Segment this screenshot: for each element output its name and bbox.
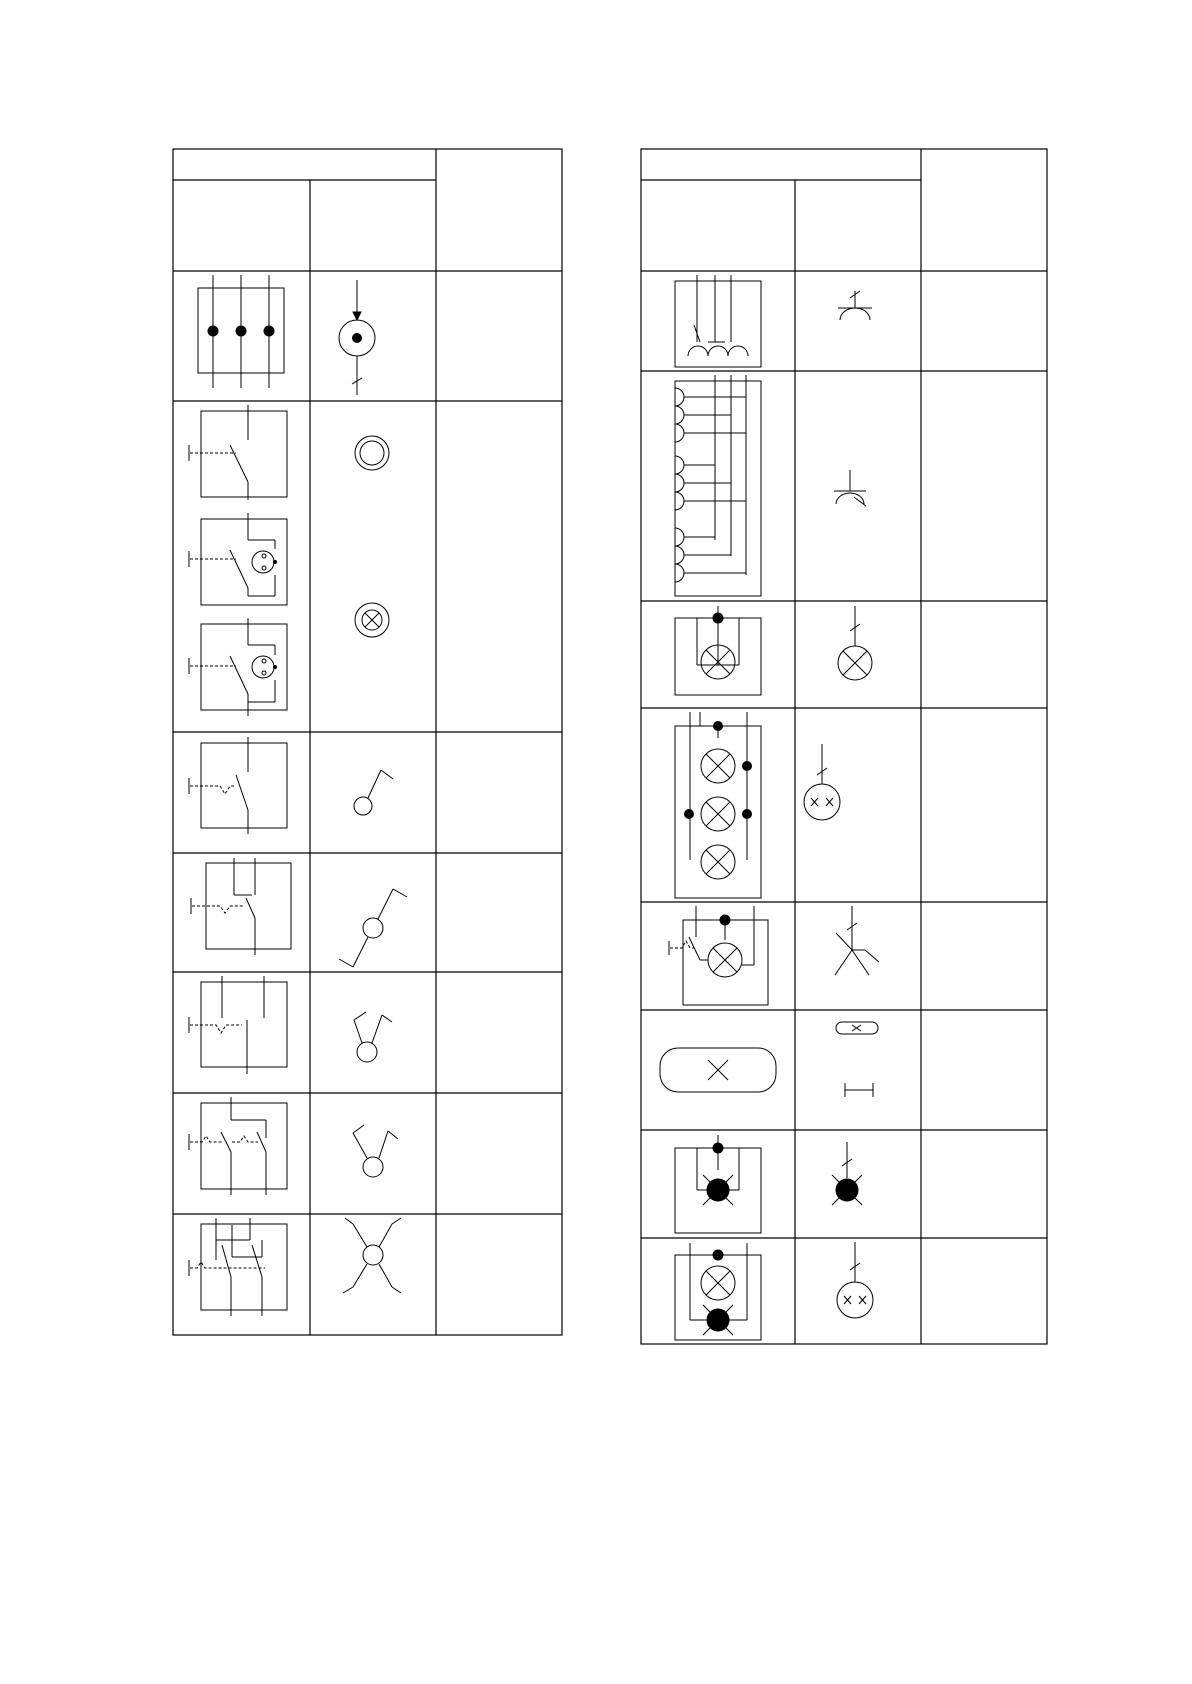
multi-lamp-symbol-icon	[804, 744, 840, 820]
lamp-panel-icon	[675, 606, 761, 695]
fluorescent-bar-symbol-icon	[845, 1083, 873, 1097]
multi-socket-panel-icon	[675, 375, 761, 596]
fluorescent-tube-symbol-icon	[836, 1022, 878, 1034]
emergency-lamp-symbol-icon	[832, 1142, 862, 1205]
fluorescent-fitting-icon	[660, 1048, 776, 1092]
double-switch-symbol-icon	[354, 1012, 392, 1062]
intermediate-switch-symbol-icon	[343, 1218, 401, 1293]
combined-lamp-symbol-icon	[837, 1242, 873, 1318]
indicator-ring-symbol-icon	[355, 436, 389, 470]
double-pole-switch-icon	[189, 976, 287, 1074]
three-contact-bus-icon	[198, 275, 284, 388]
combined-lamp-panel-icon	[675, 1243, 761, 1340]
one-way-switch-symbol-icon	[354, 770, 393, 815]
two-way-switch-symbol-icon	[339, 889, 407, 967]
twin-switch-icon	[189, 1097, 287, 1195]
socket-symbol-icon	[838, 291, 872, 320]
socket-with-switch-symbol-icon	[834, 470, 866, 506]
intermediate-switch-icon	[189, 1218, 287, 1316]
ceiling-outlet-symbol-icon	[339, 280, 375, 395]
twin-switch-symbol-icon	[353, 1125, 398, 1177]
switch-with-pilot-lamp-icon	[189, 618, 287, 716]
switched-lamp-panel-icon	[669, 906, 768, 1005]
emergency-lamp-panel-icon	[675, 1135, 761, 1233]
triple-lamp-panel-icon	[675, 712, 761, 898]
switch-with-pilot-lamp-icon	[189, 513, 287, 605]
indicator-cross-lamp-symbol-icon	[355, 603, 389, 637]
single-switch-icon	[189, 405, 287, 500]
delayed-switch-offset-icon	[191, 858, 291, 955]
lamp-with-switch-symbol-icon	[835, 906, 879, 975]
lamp-symbol-icon	[838, 606, 872, 680]
socket-outlet-panel-icon	[675, 275, 761, 367]
delayed-switch-icon	[189, 737, 287, 834]
